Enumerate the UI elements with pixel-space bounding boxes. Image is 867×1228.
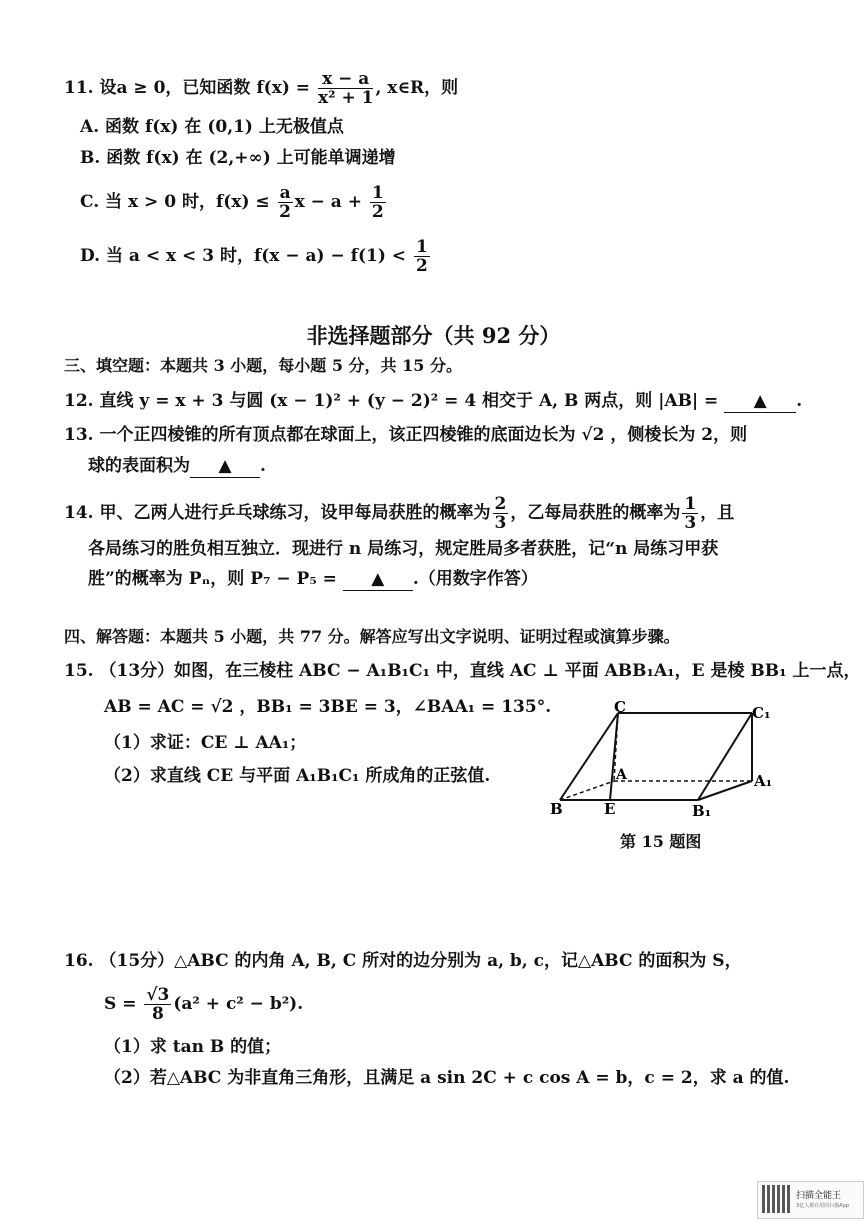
q14-line2: 各局练习的胜负相互独立．现进行 n 局练习，规定胜局多者获胜，记“n 局练习甲获 bbox=[88, 539, 719, 559]
watermark-subtitle: 3亿人都在用的扫描App bbox=[796, 1203, 849, 1209]
q11-fraction: $\frac{x - a}{\text{x² + 1}}$ bbox=[317, 69, 374, 108]
watermark-brand: 扫描全能王 bbox=[796, 1191, 842, 1201]
section-3-header: 三、填空题：本题共 3 小题，每小题 5 分，共 15 分。 bbox=[64, 356, 462, 375]
section-4-header: 四、解答题：本题共 5 小题，共 77 分。解答应写出文字说明、证明过程或演算步骤。 bbox=[64, 627, 680, 646]
q15-line1: 15. （13分）如图，在三棱柱 ABC − A₁B₁C₁ 中，直线 AC ⊥ 平面 ABB₁A₁，E 是棱 BB₁ 上一点， bbox=[64, 661, 861, 681]
q15-part1: （1）求证：CE ⊥ AA₁； bbox=[104, 733, 307, 753]
label-a1: A₁ bbox=[754, 772, 773, 790]
label-b1: B₁ bbox=[692, 802, 712, 820]
q11-option-d: D. 当 a < x < 3 时，f(x − a) − f(1) < $\frac{1}{2}$ bbox=[80, 237, 428, 276]
q16-line1: 16. （15分）△ABC 的内角 A, B, C 所对的边分别为 a, b, c，记△ABC 的面积为 S， bbox=[64, 951, 742, 971]
figure-caption: 第 15 题图 bbox=[620, 832, 702, 851]
q11-option-a: A. 函数 f(x) 在 (0,1) 上无极值点 bbox=[80, 117, 344, 137]
q11-option-c: C. 当 x > 0 时，f(x) ≤ $\frac{a}{2}$ x − a + $\frac{1}{2}$ bbox=[80, 183, 384, 222]
q12: 12. 直线 y = x + 3 与圆 (x − 1)² + (y − 2)² = 4 相交于 A, B 两点，则 |AB| = ▲ . bbox=[64, 391, 803, 411]
q13-line1: 13. 一个正四棱锥的所有顶点都在球面上，该正四棱锥的底面边长为 √2 ，侧棱长为 2，则 bbox=[64, 425, 748, 445]
label-a: A bbox=[616, 767, 627, 783]
q13-line2: 球的表面积为 ▲ . bbox=[88, 456, 266, 476]
q14-line3: 胜”的概率为 Pₙ，则 P₇ − P₅ = ▲ .（用数字作答） bbox=[88, 569, 538, 589]
prism-figure bbox=[540, 695, 780, 825]
section-title: 非选择题部分（共 92 分） bbox=[306, 323, 561, 348]
q13-answer-blank: ▲ bbox=[190, 455, 260, 478]
q16-part2: （2）若△ABC 为非直角三角形，且满足 a sin 2C + c cos A = b，c = 2，求 a 的值. bbox=[104, 1068, 790, 1088]
qr-code-icon bbox=[762, 1185, 790, 1213]
q15-line2: AB = AC = √2 ，BB₁ = 3BE = 3，∠BAA₁ = 135°. bbox=[104, 697, 552, 717]
label-c1: C₁ bbox=[752, 704, 771, 722]
label-e: E bbox=[604, 800, 616, 818]
q14-line1: 14. 甲、乙两人进行乒乓球练习，设甲每局获胜的概率为 $\frac{2}{3}$ ，乙每局获胜的概率为 $\frac{1}{3}$ ，且 bbox=[64, 494, 735, 533]
q16-part1: （1）求 tan B 的值； bbox=[104, 1037, 282, 1057]
label-b: B bbox=[550, 800, 563, 818]
q11-stem: 11. 设a ≥ 0，已知函数 f(x) = $\frac{x - a}{\text{x² + 1}}$ , x∈R，则 bbox=[64, 69, 459, 108]
scanner-watermark bbox=[757, 1181, 864, 1219]
q16-formula: S = $\frac{√3}{8}$ (a² + c² − b²). bbox=[104, 985, 304, 1024]
q12-answer-blank: ▲ bbox=[724, 390, 796, 413]
q15-part2: （2）求直线 CE 与平面 A₁B₁C₁ 所成角的正弦值. bbox=[104, 766, 491, 786]
q14-answer-blank: ▲ bbox=[343, 568, 413, 591]
q11-option-b: B. 函数 f(x) 在 (2,+∞) 上可能单调递增 bbox=[80, 148, 396, 168]
label-c: C bbox=[614, 698, 626, 716]
